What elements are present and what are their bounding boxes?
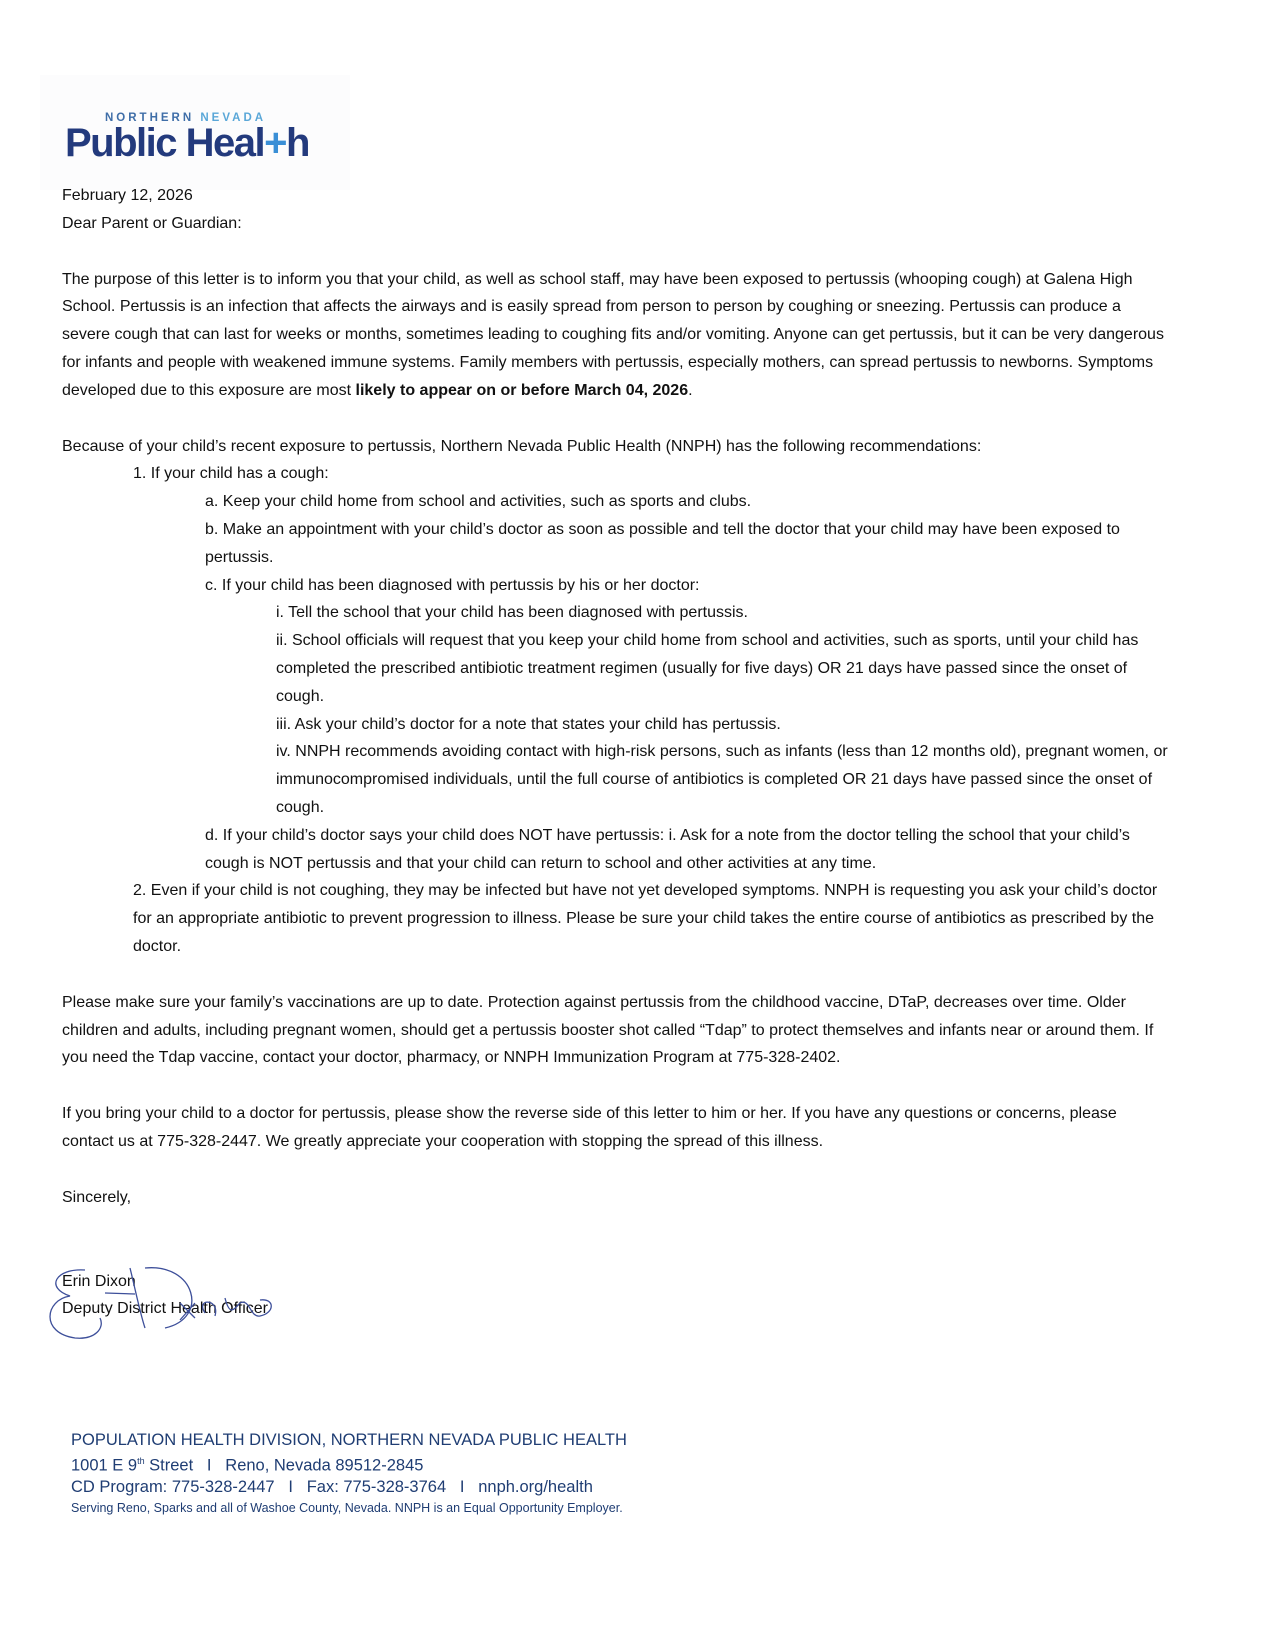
signature bbox=[45, 1258, 285, 1348]
list-item: c. If your child has been diagnosed with pertussis by his or her doctor: bbox=[205, 576, 700, 594]
footer-address bbox=[71, 1451, 627, 1477]
plus-icon: + bbox=[264, 121, 286, 165]
intro-paragraph bbox=[62, 266, 1172, 405]
list-item: b. Make an appointment with your child’s doctor as soon as possible and tell the doctor that your child may have been exposed to pertussis. bbox=[205, 520, 1120, 566]
list-item: 2. Even if your child is not coughing, they may be infected but have not yet developed symptoms. NNPH is requesting you ask your child’s doctor for an appropriate antibiotic to prevent progression to illness. Please be sure your child takes the entire course of antibiotics as prescribed by the doctor. bbox=[133, 882, 1158, 955]
list-item: d. If your child’s doctor says your child does NOT have pertussis: i. Ask for a note from the doctor telling the school that your child’s cough is NOT pertussis and that your child can return to school and other activities at any time. bbox=[205, 826, 1130, 872]
footer-contact: CD Program: 775-328-2447 I Fax: 775-328-3764 I nnph.org/health bbox=[71, 1477, 593, 1496]
list-item: iii. Ask your child’s doctor for a note that states your child has pertussis. bbox=[276, 715, 781, 733]
footer-tagline: Serving Reno, Sparks and all of Washoe County, Nevada. NNPH is an Equal Opportunity Employer. bbox=[71, 1500, 623, 1515]
list-item: a. Keep your child home from school and activities, such as sports and clubs. bbox=[205, 493, 752, 511]
address-text: 1001 E 9 bbox=[71, 1456, 138, 1475]
closing-paragraph: If you bring your child to a doctor for pertussis, please show the reverse side of this letter to him or her. If you have any questions or concerns, please contact us at 775-328-2447. We greatly appreciate your cooperation with stopping the spread of this illness. bbox=[62, 1105, 1117, 1150]
address-sup: th bbox=[137, 1456, 145, 1466]
list-item: i. Tell the school that your child has been diagnosed with pertussis. bbox=[276, 604, 748, 622]
signer-title: Deputy District Health Officer bbox=[62, 1300, 268, 1318]
logo-text: NEVADA bbox=[200, 112, 267, 124]
recommendations-intro: Because of your child’s recent exposure to pertussis, Northern Nevada Public Health (NNPH) has the following recommendations: bbox=[62, 437, 982, 455]
vaccine-paragraph: Please make sure your family’s vaccinations are up to date. Protection against pertussis from the childhood vaccine, DTaP, decreases over time. Older children and adults, including pregnant women, should get a pertussis booster shot called “Tdap” to protect themselves and infants near or around them. If you need the Tdap vaccine, contact your doctor, pharmacy, or NNPH Immunization Program at 775-328-2402. bbox=[62, 993, 1154, 1067]
footer bbox=[71, 1430, 627, 1519]
list-item: iv. NNPH recommends avoiding contact with high-risk persons, such as infants (less than 12 months old), pregnant women, or immunocompromised individuals, until the full course of antibiotics is completed OR 21 days have passed since the onset of cough. bbox=[276, 743, 1168, 816]
list-item: ii. School officials will request that you keep your child home from school and activities, such as sports, until your child has completed the prescribed antibiotic treatment regimen (usually for five days) OR 21 days have passed since the onset of cough. bbox=[276, 632, 1139, 705]
intro-end: . bbox=[688, 381, 693, 399]
sincerely: Sincerely, bbox=[62, 1188, 132, 1206]
nnph-logo bbox=[40, 75, 350, 190]
recommendations-list bbox=[62, 460, 1172, 960]
intro-bold: likely to appear on or before March 04, 2026 bbox=[355, 381, 689, 399]
intro-text: The purpose of this letter is to inform you that your child, as well as school staff, may have been exposed to pertussis (whooping cough) at Galena High School. Pertussis is an infection that affects the airways and is easily spread from person to person by coughing or sneezing. Pertussis can produce a severe cough that can last for weeks or months, sometimes leading to coughing fits and/or vomiting. Anyone can get pertussis, but it can be very dangerous for infants and people with weakened immune systems. Family members with pertussis, especially mothers, can spread pertussis to newborns. Symptoms developed due to this exposure are most bbox=[62, 270, 1164, 399]
logo-text: h bbox=[285, 121, 309, 165]
salutation: Dear Parent or Guardian: bbox=[62, 214, 242, 232]
letter-body bbox=[62, 182, 1172, 1323]
date: February 12, 2026 bbox=[62, 187, 193, 204]
logo-text: NORTHERN bbox=[105, 112, 201, 124]
logo-text: Public Heal bbox=[65, 121, 265, 165]
address-text: Street I Reno, Nevada 89512-2845 bbox=[144, 1456, 424, 1475]
list-item: 1. If your child has a cough: bbox=[133, 465, 329, 483]
footer-division: POPULATION HEALTH DIVISION, NORTHERN NEVADA PUBLIC HEALTH bbox=[71, 1431, 627, 1449]
signer-name: Erin Dixon bbox=[62, 1272, 136, 1290]
